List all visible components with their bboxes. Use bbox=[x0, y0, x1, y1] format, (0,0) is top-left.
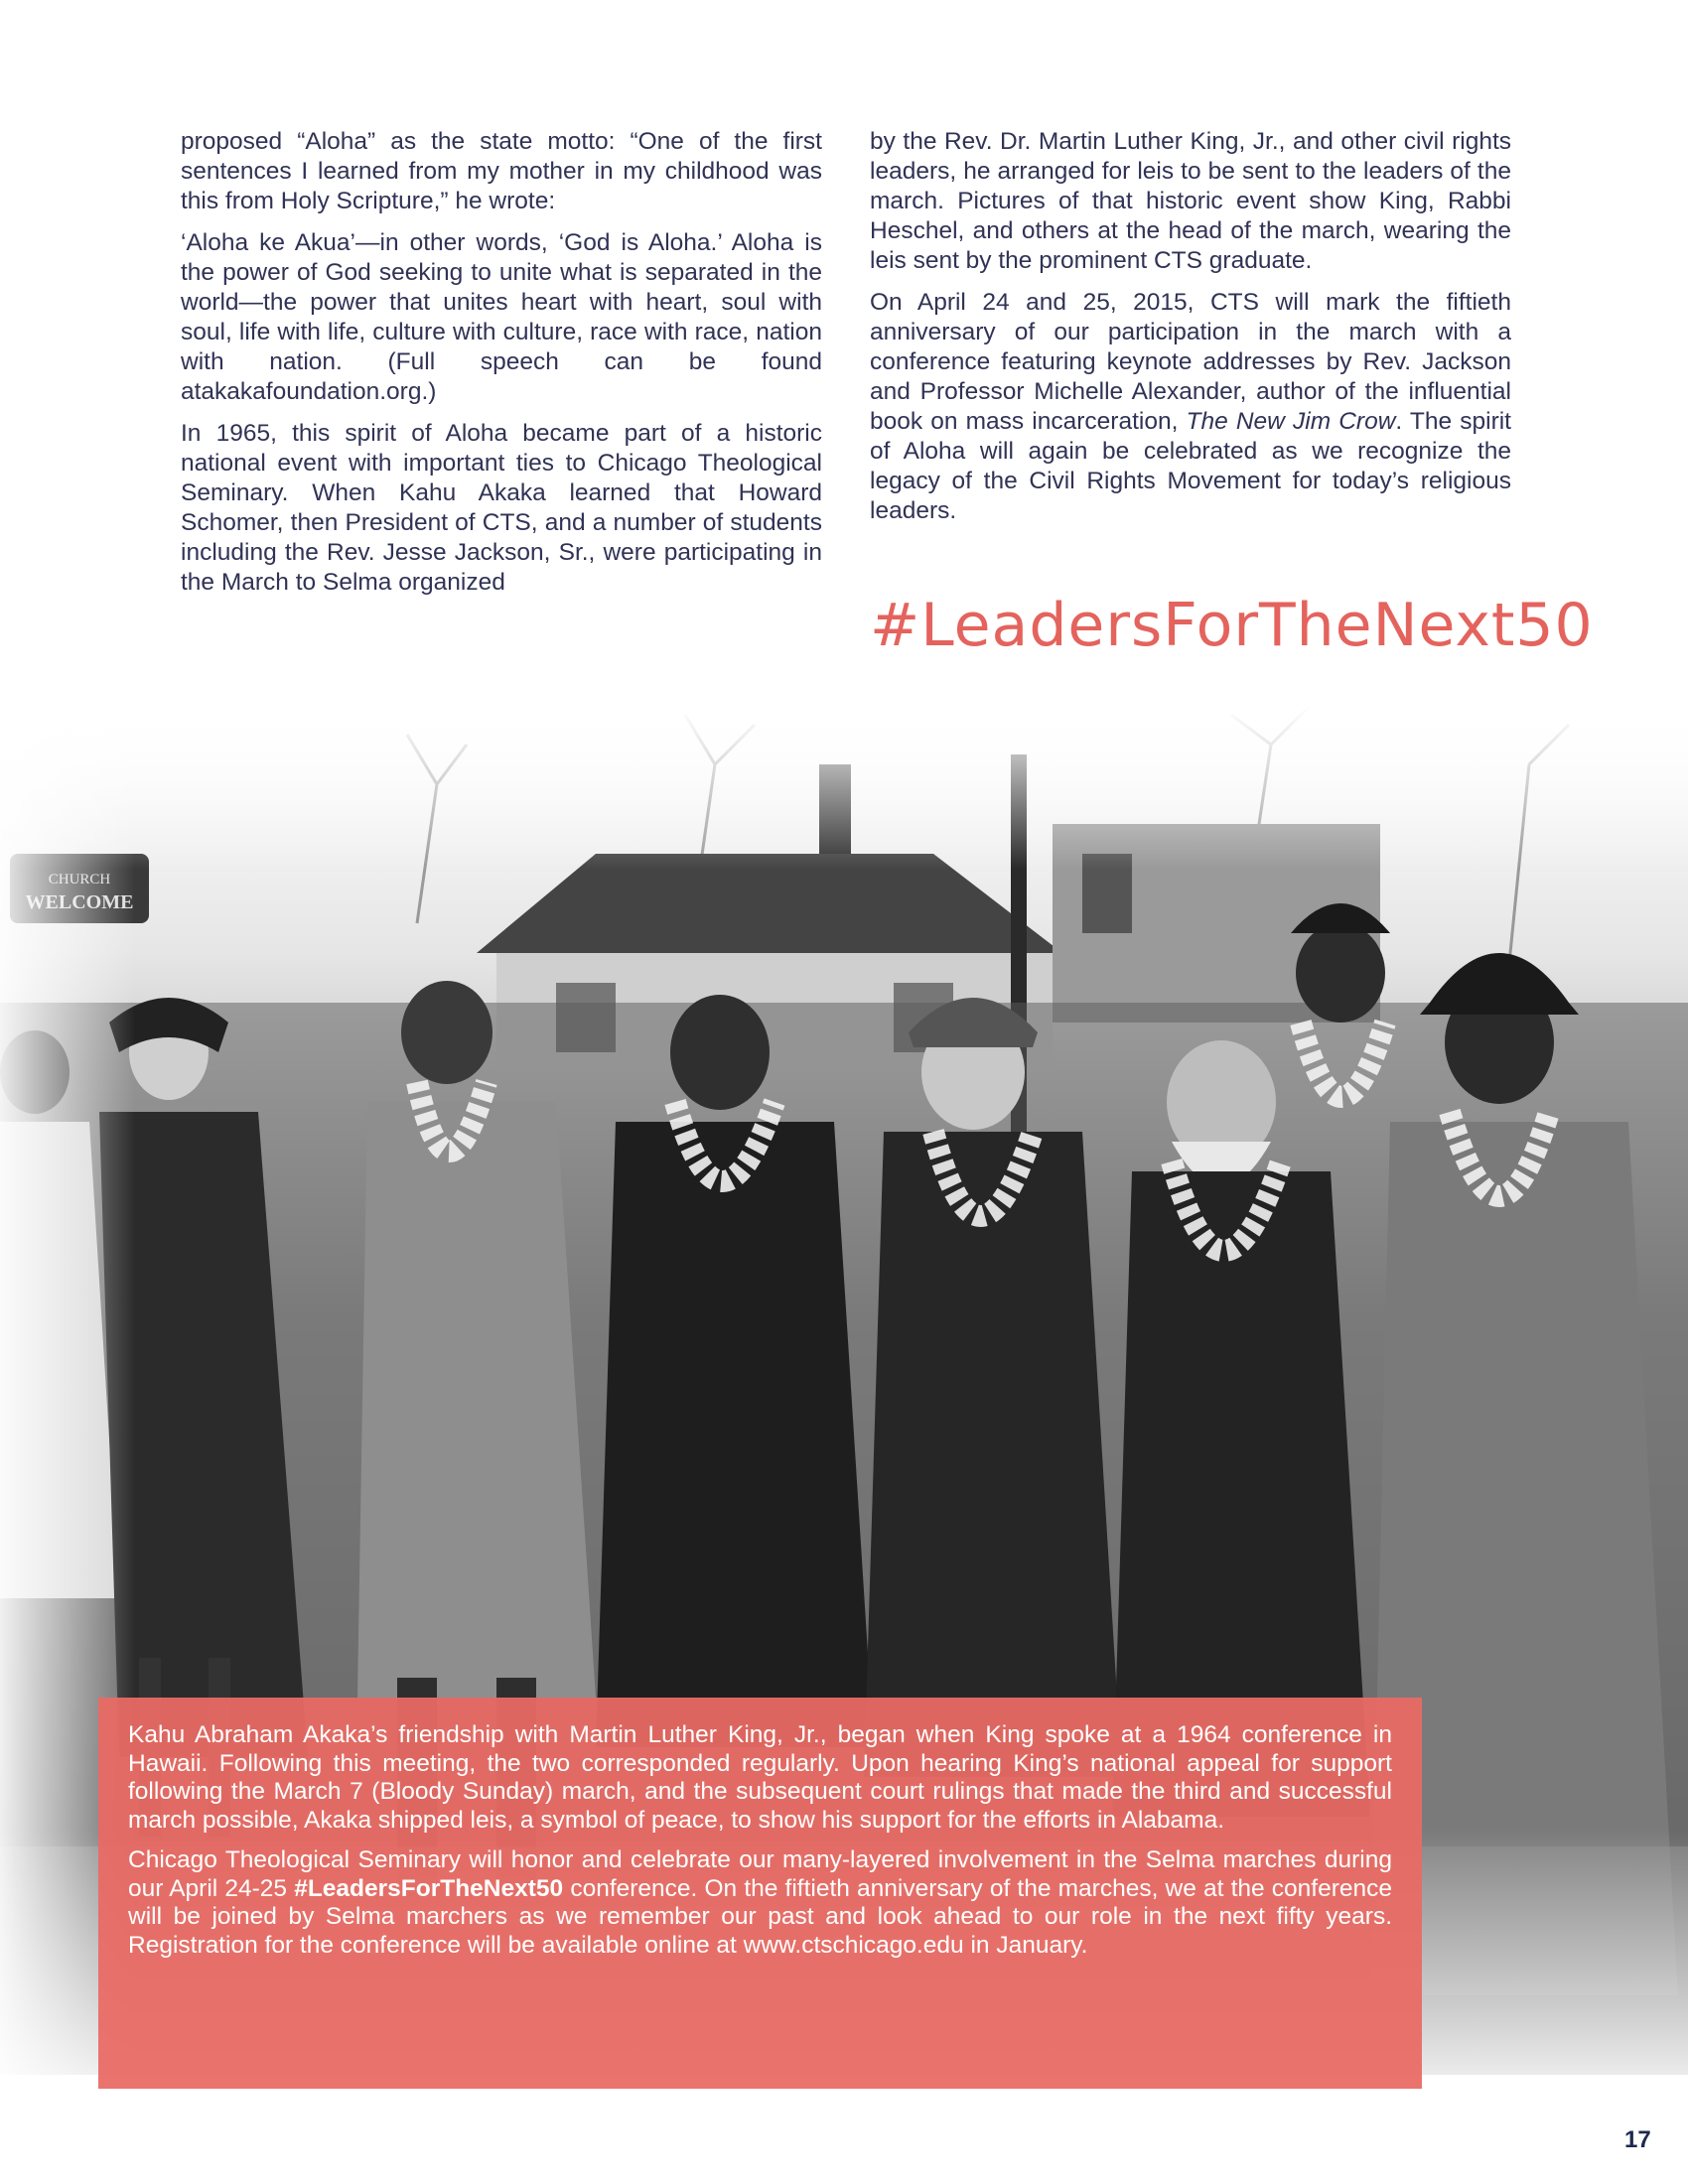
caption-text: conference. On the fiftieth anniversary of the marches, we at the conference will be joined by Selma marchers as we remember our past and look ahead to our role in the next fifty years. Registration for the conference will be available online at www.ctschicago.edu in January. bbox=[128, 1874, 1392, 1959]
article-paragraph: In 1965, this spirit of Aloha became part of a historic national event with important ties to Chicago Theological Seminary. When Kahu Akaka learned that Howard Schomer, then President of CTS, and a number of students including the Rev. Jesse Jackson, Sr., were participating in the March to Selma organized bbox=[181, 420, 822, 596]
article-paragraph: ‘Aloha ke Akua’—in other words, ‘God is Aloha.’ Aloha is the power of God seeking to unite what is separated in the world—the power that unites heart with heart, soul with soul, life with life, culture with culture, race with race, nation with nation. (Full speech can be found atakakafoundation.org.) bbox=[181, 229, 822, 405]
paragraph-text: On April 24 and 25, 2015, CTS will mark the fiftieth anniversary of our participation in the march with a conference featuring keynote addresses by Rev. Jackson and Professor Michelle Alexander, author of the influential book on mass incarceration, bbox=[870, 289, 1511, 435]
hashtag-heading: #LeadersForTheNext50 bbox=[870, 591, 1594, 660]
article-left-column bbox=[181, 127, 822, 610]
caption-paragraph: Kahu Abraham Akaka’s friendship with Martin Luther King, Jr., began when King spoke at a 1964 conference in Hawaii. Following this meeting, the two corresponded regularly. Upon hearing King’s national appeal for support following the March 7 (Bloody Sunday) march, and the subsequent court rulings that made the third and successful march possible, Akaka shipped leis, a symbol of peace, to show his support for the efforts in Alabama. bbox=[128, 1721, 1392, 1834]
photo-caption-box bbox=[98, 1698, 1422, 2089]
article-paragraph: proposed “Aloha” as the state motto: “One of the first sentences I learned from my mother in my childhood was this from Holy Scripture,” he wrote: bbox=[181, 128, 822, 214]
caption-text: Chicago Theological Seminary will honor and celebrate our many-layered involvement in the Selma marches during our April 24-25 bbox=[128, 1846, 1392, 1902]
caption-paragraph bbox=[128, 1846, 1392, 1960]
article-paragraph: by the Rev. Dr. Martin Luther King, Jr., and other civil rights leaders, he arranged for leis to be sent to the leaders of the march. Pictures of that historic event show King, Rabbi Heschel, and others at the head of the march, wearing the leis sent by the prominent CTS graduate. bbox=[870, 128, 1511, 274]
article-paragraph bbox=[870, 288, 1511, 526]
page-number: 17 bbox=[1624, 2126, 1651, 2153]
article-right-column bbox=[870, 127, 1511, 538]
book-title: The New Jim Crow bbox=[1186, 408, 1396, 435]
paragraph-text: . The spirit of Aloha will again be celebrated as we recognize the legacy of the Civil Rights Movement for today’s religious leaders. bbox=[870, 408, 1511, 524]
caption-hashtag: #LeadersForTheNext50 bbox=[294, 1874, 564, 1902]
